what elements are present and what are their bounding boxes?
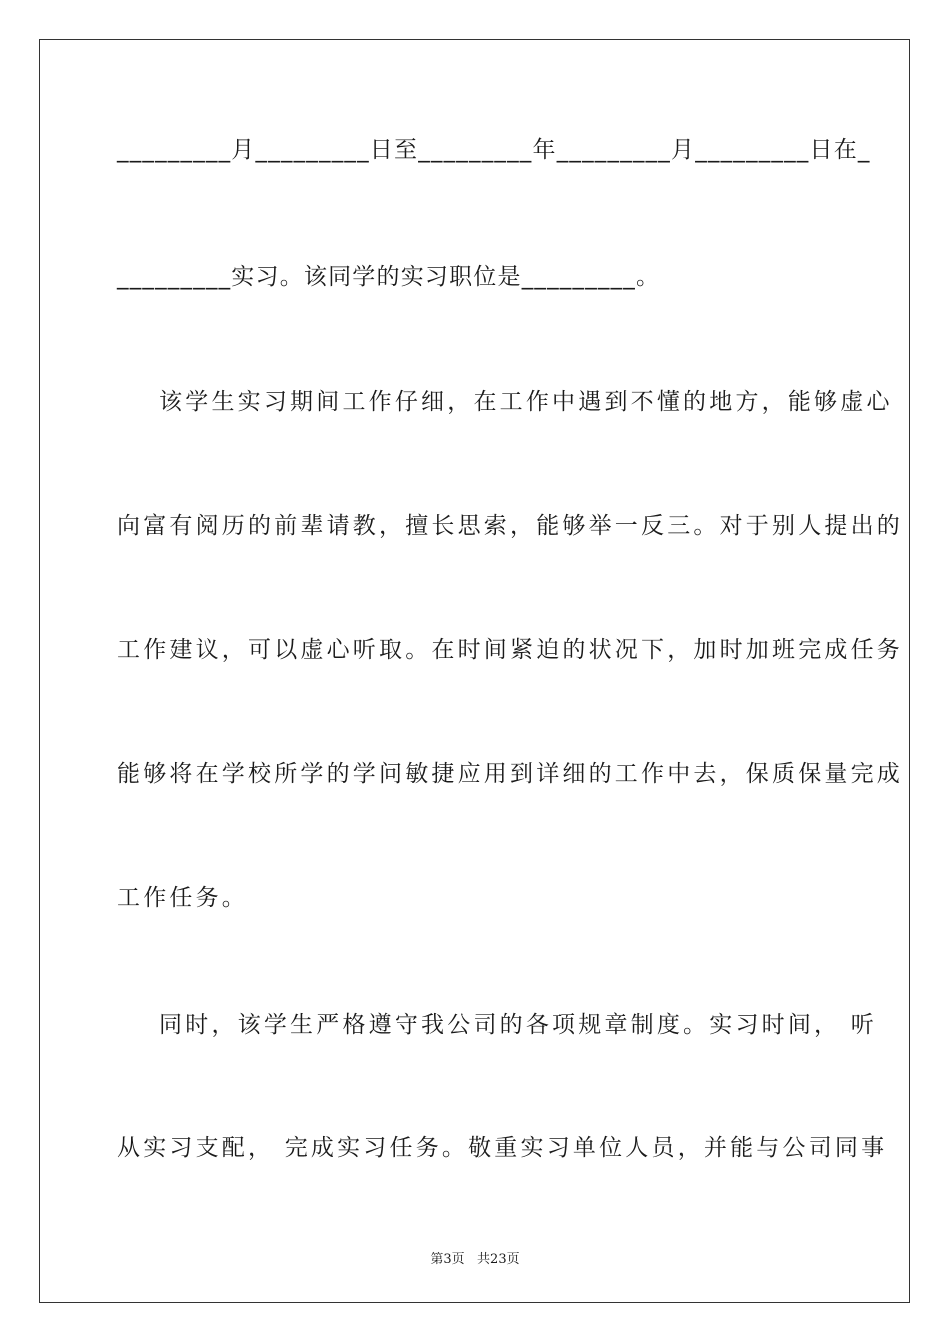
paragraph-line: 能够将在学校所学的学问敏捷应用到详细的工作中去，保质保量完成	[117, 761, 903, 787]
paragraph-line: 该学生实习期间工作仔细，在工作中遇到不懂的地方，能够虚心	[117, 389, 893, 415]
page-border	[39, 39, 910, 1303]
paragraph-line: 同时，该学生严格遵守我公司的各项规章制度。实习时间， 听	[117, 1012, 877, 1038]
paragraph-line: 向富有阅历的前辈请教，擅长思索，能够举一反三。对于别人提出的	[117, 513, 903, 539]
page-number-footer: 第3页 共23页	[430, 1252, 520, 1267]
paragraph-line: 从实习支配， 完成实习任务。敬重实习单位人员，并能与公司同事	[117, 1135, 888, 1161]
paragraph-line: 工作建议，可以虚心听取。在时间紧迫的状况下，加时加班完成任务	[117, 637, 903, 663]
paragraph-line: 工作任务。	[117, 885, 248, 911]
position-fill-line: _________实习。该同学的实习职位是_________。	[117, 264, 661, 290]
date-fill-line: _________月_________日至_________年_________月_________日在_	[117, 137, 871, 163]
